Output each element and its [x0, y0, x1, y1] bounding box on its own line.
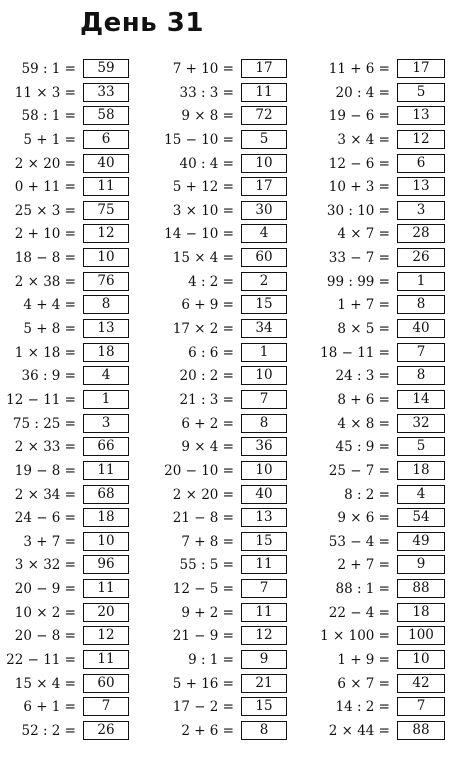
exercise-expression: 9 + 2 =	[181, 604, 234, 621]
answer-box[interactable]: 17	[241, 177, 287, 196]
answer-box[interactable]: 34	[241, 319, 287, 338]
answer-box[interactable]: 4	[83, 366, 129, 385]
exercise-expression: 2 × 34 =	[14, 486, 76, 503]
answer-box[interactable]: 72	[241, 106, 287, 125]
answer-box[interactable]: 11	[83, 579, 129, 598]
exercise-row	[0, 270, 473, 294]
exercise-row	[0, 459, 473, 483]
answer-box[interactable]: 3	[397, 201, 445, 220]
exercise-expression: 9 × 6 =	[337, 510, 390, 527]
exercise-item	[0, 506, 473, 530]
answer-box[interactable]: 10	[83, 248, 129, 267]
exercise-expression: 6 + 1 =	[23, 699, 76, 716]
exercise-row	[0, 577, 473, 601]
answer-box[interactable]: 18	[397, 461, 445, 480]
exercise-item	[0, 317, 473, 341]
exercise-expression: 5 + 16 =	[172, 675, 234, 692]
answer-box[interactable]: 13	[397, 177, 445, 196]
answer-box[interactable]: 5	[241, 130, 287, 149]
exercise-expression: 4 × 8 =	[337, 415, 390, 432]
answer-box[interactable]: 15	[241, 295, 287, 314]
exercise-expression: 17 − 2 =	[172, 699, 234, 716]
exercise-expression: 14 : 2 =	[335, 699, 390, 716]
answer-box[interactable]: 6	[397, 154, 445, 173]
exercise-row	[0, 128, 473, 152]
exercise-expression: 2 + 6 =	[181, 722, 234, 739]
answer-box[interactable]: 12	[241, 626, 287, 645]
exercise-sheet	[0, 57, 473, 743]
exercise-expression: 75 : 25 =	[12, 415, 76, 432]
answer-box[interactable]: 8	[83, 295, 129, 314]
exercise-item	[0, 672, 473, 696]
exercise-expression: 18 − 8 =	[14, 250, 76, 267]
answer-box[interactable]: 10	[397, 650, 445, 669]
exercise-expression: 9 × 8 =	[181, 108, 234, 125]
exercise-item	[0, 577, 473, 601]
answer-box[interactable]: 1	[83, 390, 129, 409]
exercise-item	[0, 81, 473, 105]
exercise-expression: 5 + 8 =	[23, 321, 76, 338]
exercise-item	[0, 128, 473, 152]
exercise-item	[0, 719, 473, 743]
exercise-item	[0, 601, 473, 625]
answer-box[interactable]: 17	[241, 59, 287, 78]
exercise-row	[0, 317, 473, 341]
answer-box[interactable]: 10	[83, 532, 129, 551]
exercise-expression: 3 + 7 =	[23, 533, 76, 550]
exercise-item	[0, 648, 473, 672]
exercise-expression: 36 : 9 =	[21, 368, 76, 385]
answer-box[interactable]: 9	[241, 650, 287, 669]
exercise-expression: 2 × 20 =	[14, 155, 76, 172]
exercise-expression: 2 + 10 =	[14, 226, 76, 243]
exercise-expression: 25 − 7 =	[328, 462, 390, 479]
answer-box[interactable]: 1	[397, 272, 445, 291]
answer-box[interactable]: 5	[397, 83, 445, 102]
exercise-expression: 6 + 9 =	[181, 297, 234, 314]
answer-box[interactable]: 2	[241, 272, 287, 291]
page-title: День 31	[80, 8, 204, 38]
exercise-expression: 2 × 38 =	[14, 273, 76, 290]
answer-box[interactable]: 7	[241, 390, 287, 409]
exercise-expression: 15 × 4 =	[14, 675, 76, 692]
answer-box[interactable]: 30	[241, 201, 287, 220]
exercise-expression: 5 + 12 =	[172, 179, 234, 196]
exercise-row	[0, 152, 473, 176]
answer-box[interactable]: 10	[241, 461, 287, 480]
exercise-expression: 22 − 4 =	[328, 604, 390, 621]
exercise-expression: 33 − 7 =	[328, 250, 390, 267]
exercise-expression: 30 : 10 =	[326, 202, 390, 219]
answer-box[interactable]: 11	[241, 83, 287, 102]
exercise-item	[0, 341, 473, 365]
exercise-expression: 4 × 7 =	[337, 226, 390, 243]
exercise-expression: 18 − 11 =	[320, 344, 390, 361]
exercise-expression: 7 + 8 =	[181, 533, 234, 550]
answer-box[interactable]: 28	[397, 224, 445, 243]
exercise-row	[0, 506, 473, 530]
answer-box[interactable]: 10	[241, 366, 287, 385]
exercise-item	[0, 459, 473, 483]
exercise-expression: 12 − 5 =	[172, 581, 234, 598]
answer-box[interactable]: 12	[83, 224, 129, 243]
exercise-item	[0, 104, 473, 128]
exercise-expression: 17 × 2 =	[172, 321, 234, 338]
answer-box[interactable]: 26	[83, 721, 129, 740]
answer-box[interactable]: 18	[83, 343, 129, 362]
exercise-expression: 3 × 10 =	[172, 202, 234, 219]
exercise-expression: 53 − 4 =	[328, 533, 390, 550]
answer-box[interactable]: 7	[397, 697, 445, 716]
exercise-item	[0, 175, 473, 199]
exercise-item	[0, 222, 473, 246]
exercise-expression: 11 × 3 =	[14, 84, 76, 101]
answer-box[interactable]: 1	[241, 343, 287, 362]
exercise-expression: 24 − 6 =	[14, 510, 76, 527]
answer-box[interactable]: 11	[241, 603, 287, 622]
answer-box[interactable]: 9	[397, 555, 445, 574]
exercise-row	[0, 199, 473, 223]
answer-box[interactable]: 7	[397, 343, 445, 362]
exercise-row	[0, 412, 473, 436]
answer-box[interactable]: 6	[83, 130, 129, 149]
answer-box[interactable]: 15	[241, 532, 287, 551]
answer-box[interactable]: 11	[83, 461, 129, 480]
answer-box[interactable]: 8	[241, 721, 287, 740]
exercise-expression: 12 − 11 =	[6, 391, 76, 408]
exercise-row	[0, 222, 473, 246]
exercise-expression: 9 : 1 =	[188, 652, 234, 669]
exercise-expression: 20 − 10 =	[164, 462, 234, 479]
answer-box[interactable]: 10	[241, 154, 287, 173]
exercise-expression: 2 × 20 =	[172, 486, 234, 503]
answer-box[interactable]: 58	[83, 106, 129, 125]
exercise-row	[0, 648, 473, 672]
exercise-expression: 33 : 3 =	[179, 84, 234, 101]
exercise-item	[0, 695, 473, 719]
exercise-expression: 12 − 6 =	[328, 155, 390, 172]
exercise-item	[0, 624, 473, 648]
answer-box[interactable]: 88	[397, 721, 445, 740]
exercise-expression: 5 + 1 =	[23, 131, 76, 148]
exercise-item	[0, 412, 473, 436]
exercise-expression: 6 + 2 =	[181, 415, 234, 432]
answer-box[interactable]: 18	[397, 603, 445, 622]
exercise-expression: 14 − 10 =	[164, 226, 234, 243]
exercise-expression: 11 + 6 =	[328, 61, 390, 77]
exercise-item	[0, 435, 473, 459]
exercise-item	[0, 246, 473, 270]
answer-box[interactable]: 40	[241, 485, 287, 504]
exercise-expression: 8 × 5 =	[337, 321, 390, 338]
exercise-row	[0, 601, 473, 625]
exercise-expression: 21 − 9 =	[172, 628, 234, 645]
answer-box[interactable]: 20	[83, 603, 129, 622]
exercise-expression: 20 : 2 =	[179, 368, 234, 385]
exercise-item	[0, 530, 473, 554]
exercise-row	[0, 483, 473, 507]
exercise-row	[0, 246, 473, 270]
exercise-expression: 3 × 4 =	[337, 131, 390, 148]
answer-box[interactable]: 26	[397, 248, 445, 267]
exercise-expression: 40 : 4 =	[179, 155, 234, 172]
exercise-expression: 21 : 3 =	[179, 391, 234, 408]
answer-box[interactable]: 36	[241, 437, 287, 456]
exercise-expression: 20 − 8 =	[14, 628, 76, 645]
answer-box[interactable]: 13	[83, 319, 129, 338]
answer-box[interactable]: 8	[241, 414, 287, 433]
exercise-expression: 58 : 1 =	[21, 108, 76, 125]
exercise-item	[0, 57, 473, 81]
exercise-expression: 2 × 44 =	[328, 722, 390, 739]
answer-box[interactable]: 4	[241, 224, 287, 243]
exercise-item	[0, 199, 473, 223]
exercise-expression: 22 − 11 =	[6, 652, 76, 669]
answer-box[interactable]: 59	[83, 59, 129, 78]
answer-box[interactable]: 13	[397, 106, 445, 125]
exercise-item	[0, 553, 473, 577]
exercise-expression: 2 × 33 =	[14, 439, 76, 456]
exercise-expression: 52 : 2 =	[21, 722, 76, 739]
answer-box[interactable]: 60	[83, 674, 129, 693]
answer-box[interactable]: 17	[397, 59, 445, 78]
answer-box[interactable]: 14	[397, 390, 445, 409]
exercise-item	[0, 152, 473, 176]
exercise-row	[0, 695, 473, 719]
answer-box[interactable]: 40	[83, 154, 129, 173]
answer-box[interactable]: 7	[83, 697, 129, 716]
exercise-row	[0, 104, 473, 128]
exercise-row	[0, 81, 473, 105]
answer-box[interactable]: 88	[397, 579, 445, 598]
answer-box[interactable]: 18	[83, 508, 129, 527]
answer-box[interactable]: 11	[241, 555, 287, 574]
answer-box[interactable]: 54	[397, 508, 445, 527]
exercise-expression: 6 : 6 =	[188, 344, 234, 361]
exercise-expression: 20 − 9 =	[14, 581, 76, 598]
exercise-expression: 4 + 4 =	[23, 297, 76, 314]
exercise-row	[0, 719, 473, 743]
answer-box[interactable]: 12	[83, 626, 129, 645]
exercise-row	[0, 175, 473, 199]
exercise-item	[0, 293, 473, 317]
exercise-expression: 25 × 3 =	[14, 202, 76, 219]
exercise-expression: 6 × 7 =	[337, 675, 390, 692]
exercise-expression: 8 + 6 =	[337, 391, 390, 408]
answer-box[interactable]: 3	[83, 414, 129, 433]
exercise-item	[0, 270, 473, 294]
exercise-expression: 1 × 18 =	[14, 344, 76, 361]
exercise-row	[0, 672, 473, 696]
answer-box[interactable]: 32	[397, 414, 445, 433]
exercise-expression: 7 + 10 =	[172, 61, 234, 77]
exercise-expression: 55 : 5 =	[179, 557, 234, 574]
answer-box[interactable]: 68	[83, 485, 129, 504]
exercise-expression: 2 + 7 =	[337, 557, 390, 574]
answer-box[interactable]: 11	[83, 177, 129, 196]
exercise-row	[0, 341, 473, 365]
exercise-expression: 9 × 4 =	[181, 439, 234, 456]
exercise-row	[0, 57, 473, 81]
answer-box[interactable]: 4	[397, 485, 445, 504]
answer-box[interactable]: 75	[83, 201, 129, 220]
exercise-row	[0, 435, 473, 459]
exercise-expression: 8 : 2 =	[344, 486, 390, 503]
exercise-item	[0, 364, 473, 388]
exercise-expression: 99 : 99 =	[326, 273, 390, 290]
answer-box[interactable]: 8	[397, 295, 445, 314]
answer-box[interactable]: 100	[397, 626, 445, 645]
answer-box[interactable]: 12	[397, 130, 445, 149]
answer-box[interactable]: 66	[83, 437, 129, 456]
answer-box[interactable]: 33	[83, 83, 129, 102]
exercise-expression: 20 : 4 =	[335, 84, 390, 101]
exercise-expression: 1 + 9 =	[337, 652, 390, 669]
exercise-item	[0, 388, 473, 412]
answer-box[interactable]: 21	[241, 674, 287, 693]
exercise-row	[0, 553, 473, 577]
exercise-expression: 10 + 3 =	[328, 179, 390, 196]
exercise-expression: 59 : 1 =	[21, 61, 76, 77]
answer-box[interactable]: 11	[83, 650, 129, 669]
exercise-expression: 15 − 10 =	[164, 131, 234, 148]
exercise-expression: 24 : 3 =	[335, 368, 390, 385]
exercise-expression: 15 × 4 =	[172, 250, 234, 267]
answer-box[interactable]: 42	[397, 674, 445, 693]
exercise-expression: 1 + 7 =	[337, 297, 390, 314]
answer-box[interactable]: 13	[241, 508, 287, 527]
exercise-expression: 45 : 9 =	[335, 439, 390, 456]
exercise-expression: 3 × 32 =	[14, 557, 76, 574]
exercise-row	[0, 293, 473, 317]
answer-box[interactable]: 76	[83, 272, 129, 291]
exercise-expression: 4 : 2 =	[188, 273, 234, 290]
exercise-item	[0, 483, 473, 507]
exercise-expression: 19 − 8 =	[14, 462, 76, 479]
answer-box[interactable]: 60	[241, 248, 287, 267]
answer-box[interactable]: 96	[83, 555, 129, 574]
exercise-expression: 0 + 11 =	[14, 179, 76, 196]
exercise-row	[0, 530, 473, 554]
answer-box[interactable]: 7	[241, 579, 287, 598]
exercise-expression: 88 : 1 =	[335, 581, 390, 598]
exercise-expression: 10 × 2 =	[14, 604, 76, 621]
exercise-expression: 21 − 8 =	[172, 510, 234, 527]
answer-box[interactable]: 15	[241, 697, 287, 716]
answer-box[interactable]: 40	[397, 319, 445, 338]
exercise-expression: 1 × 100 =	[320, 628, 390, 645]
exercise-row	[0, 624, 473, 648]
exercise-row	[0, 364, 473, 388]
answer-box[interactable]: 8	[397, 366, 445, 385]
exercise-row	[0, 388, 473, 412]
answer-box[interactable]: 49	[397, 532, 445, 551]
exercise-expression: 19 − 6 =	[328, 108, 390, 125]
answer-box[interactable]: 5	[397, 437, 445, 456]
